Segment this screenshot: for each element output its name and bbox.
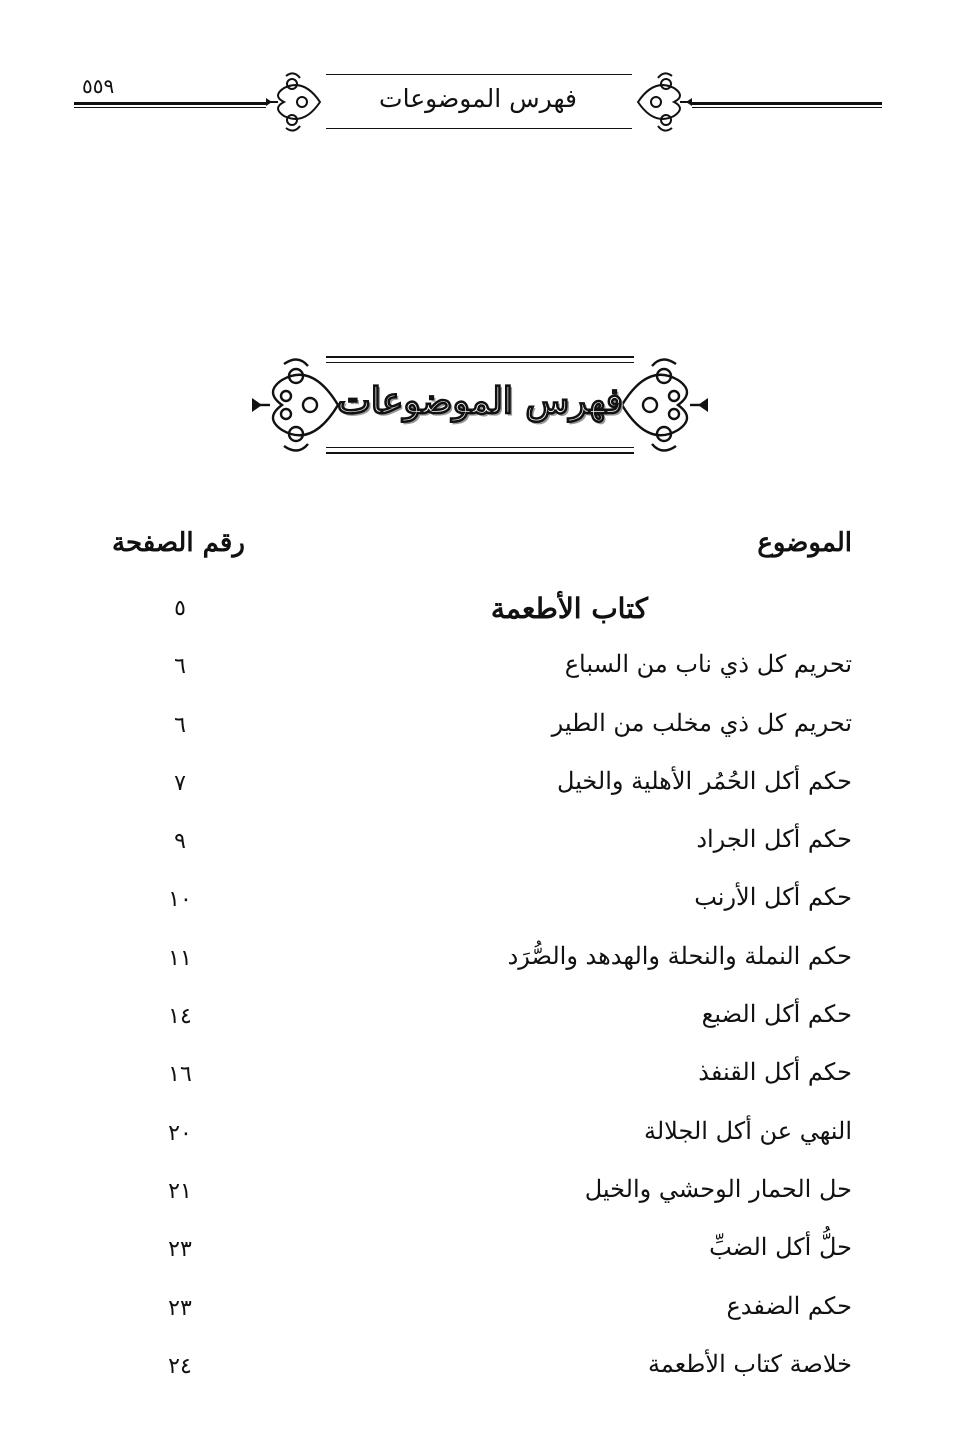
ornament-icon [620, 350, 710, 460]
header-rule-left [74, 102, 266, 108]
title-cartouche [250, 350, 710, 460]
toc-row [0, 936, 978, 994]
toc-entry-page: ١٦ [168, 1062, 192, 1088]
ornament-icon [250, 350, 340, 460]
toc-entry-title: النهي عن أكل الجلالة [643, 1116, 852, 1145]
page-number: ٥٥٩ [82, 74, 115, 98]
toc-entry-page: ١١ [168, 945, 192, 971]
toc-entry-title: خلاصة كتاب الأطعمة [647, 1349, 852, 1378]
toc-row [0, 994, 978, 1052]
toc-entry-title: حكم أكل القنفذ [698, 1058, 852, 1087]
header-frame-bottom [326, 128, 632, 129]
toc-row [0, 761, 978, 819]
toc-row [0, 586, 978, 644]
running-title: فهرس الموضوعات [379, 84, 577, 113]
toc-list [0, 586, 978, 1402]
toc-entry-title: حكم أكل الضبع [701, 1000, 852, 1029]
toc-row [0, 1111, 978, 1169]
toc-row [0, 1169, 978, 1227]
toc-entry-title: حكم الضفدع [726, 1291, 852, 1320]
ornament-icon [636, 68, 694, 136]
toc-entry-page: ٦ [174, 654, 186, 680]
toc-entry-title: حكم أكل الجراد [696, 825, 852, 854]
toc-entry-title: تحريم كل ذي مخلب من الطير [551, 708, 852, 737]
toc-entry-title: حل الحمار الوحشي والخيل [584, 1174, 852, 1203]
toc-entry-page: ٩ [174, 829, 186, 855]
ornament-icon [264, 68, 322, 136]
toc-entry-page: ٢٠ [168, 1120, 192, 1146]
toc-row [0, 1286, 978, 1344]
toc-row [0, 877, 978, 935]
column-header-page: رقم الصفحة [112, 528, 245, 558]
toc-entry-page: ١٠ [168, 887, 192, 913]
toc-entry-page: ٧ [174, 770, 186, 796]
toc-row [0, 703, 978, 761]
toc-row [0, 644, 978, 702]
toc-entry-title: حكم النملة والنحلة والهدهد والصُّرَد [507, 941, 852, 970]
toc-entry-page: ٢٣ [168, 1237, 192, 1263]
toc-entry-title: حلُّ أكل الضبِّ [709, 1233, 852, 1262]
header-frame-top [326, 74, 632, 75]
toc-entry-title: كتاب الأطعمة [490, 592, 648, 625]
toc-row [0, 1052, 978, 1110]
toc-entry-page: ٢١ [168, 1178, 192, 1204]
toc-entry-page: ١٤ [168, 1004, 192, 1030]
toc-entry-page: ٢٣ [168, 1295, 192, 1321]
toc-row [0, 1344, 978, 1402]
header-rule-right [692, 102, 882, 108]
toc-entry-title: حكم أكل الأرنب [694, 883, 852, 912]
column-header-topic: الموضوع [757, 528, 852, 558]
toc-entry-title: حكم أكل الحُمُر الأهلية والخيل [557, 766, 852, 795]
toc-entry-page: ٥ [174, 596, 186, 621]
index-title: فهرس الموضوعات [336, 380, 624, 422]
running-header [74, 62, 882, 142]
toc-entry-page: ٦ [174, 712, 186, 738]
toc-row [0, 1227, 978, 1285]
toc-entry-title: تحريم كل ذي ناب من السباع [564, 650, 852, 679]
toc-entry-page: ٢٤ [168, 1353, 192, 1379]
toc-row [0, 819, 978, 877]
